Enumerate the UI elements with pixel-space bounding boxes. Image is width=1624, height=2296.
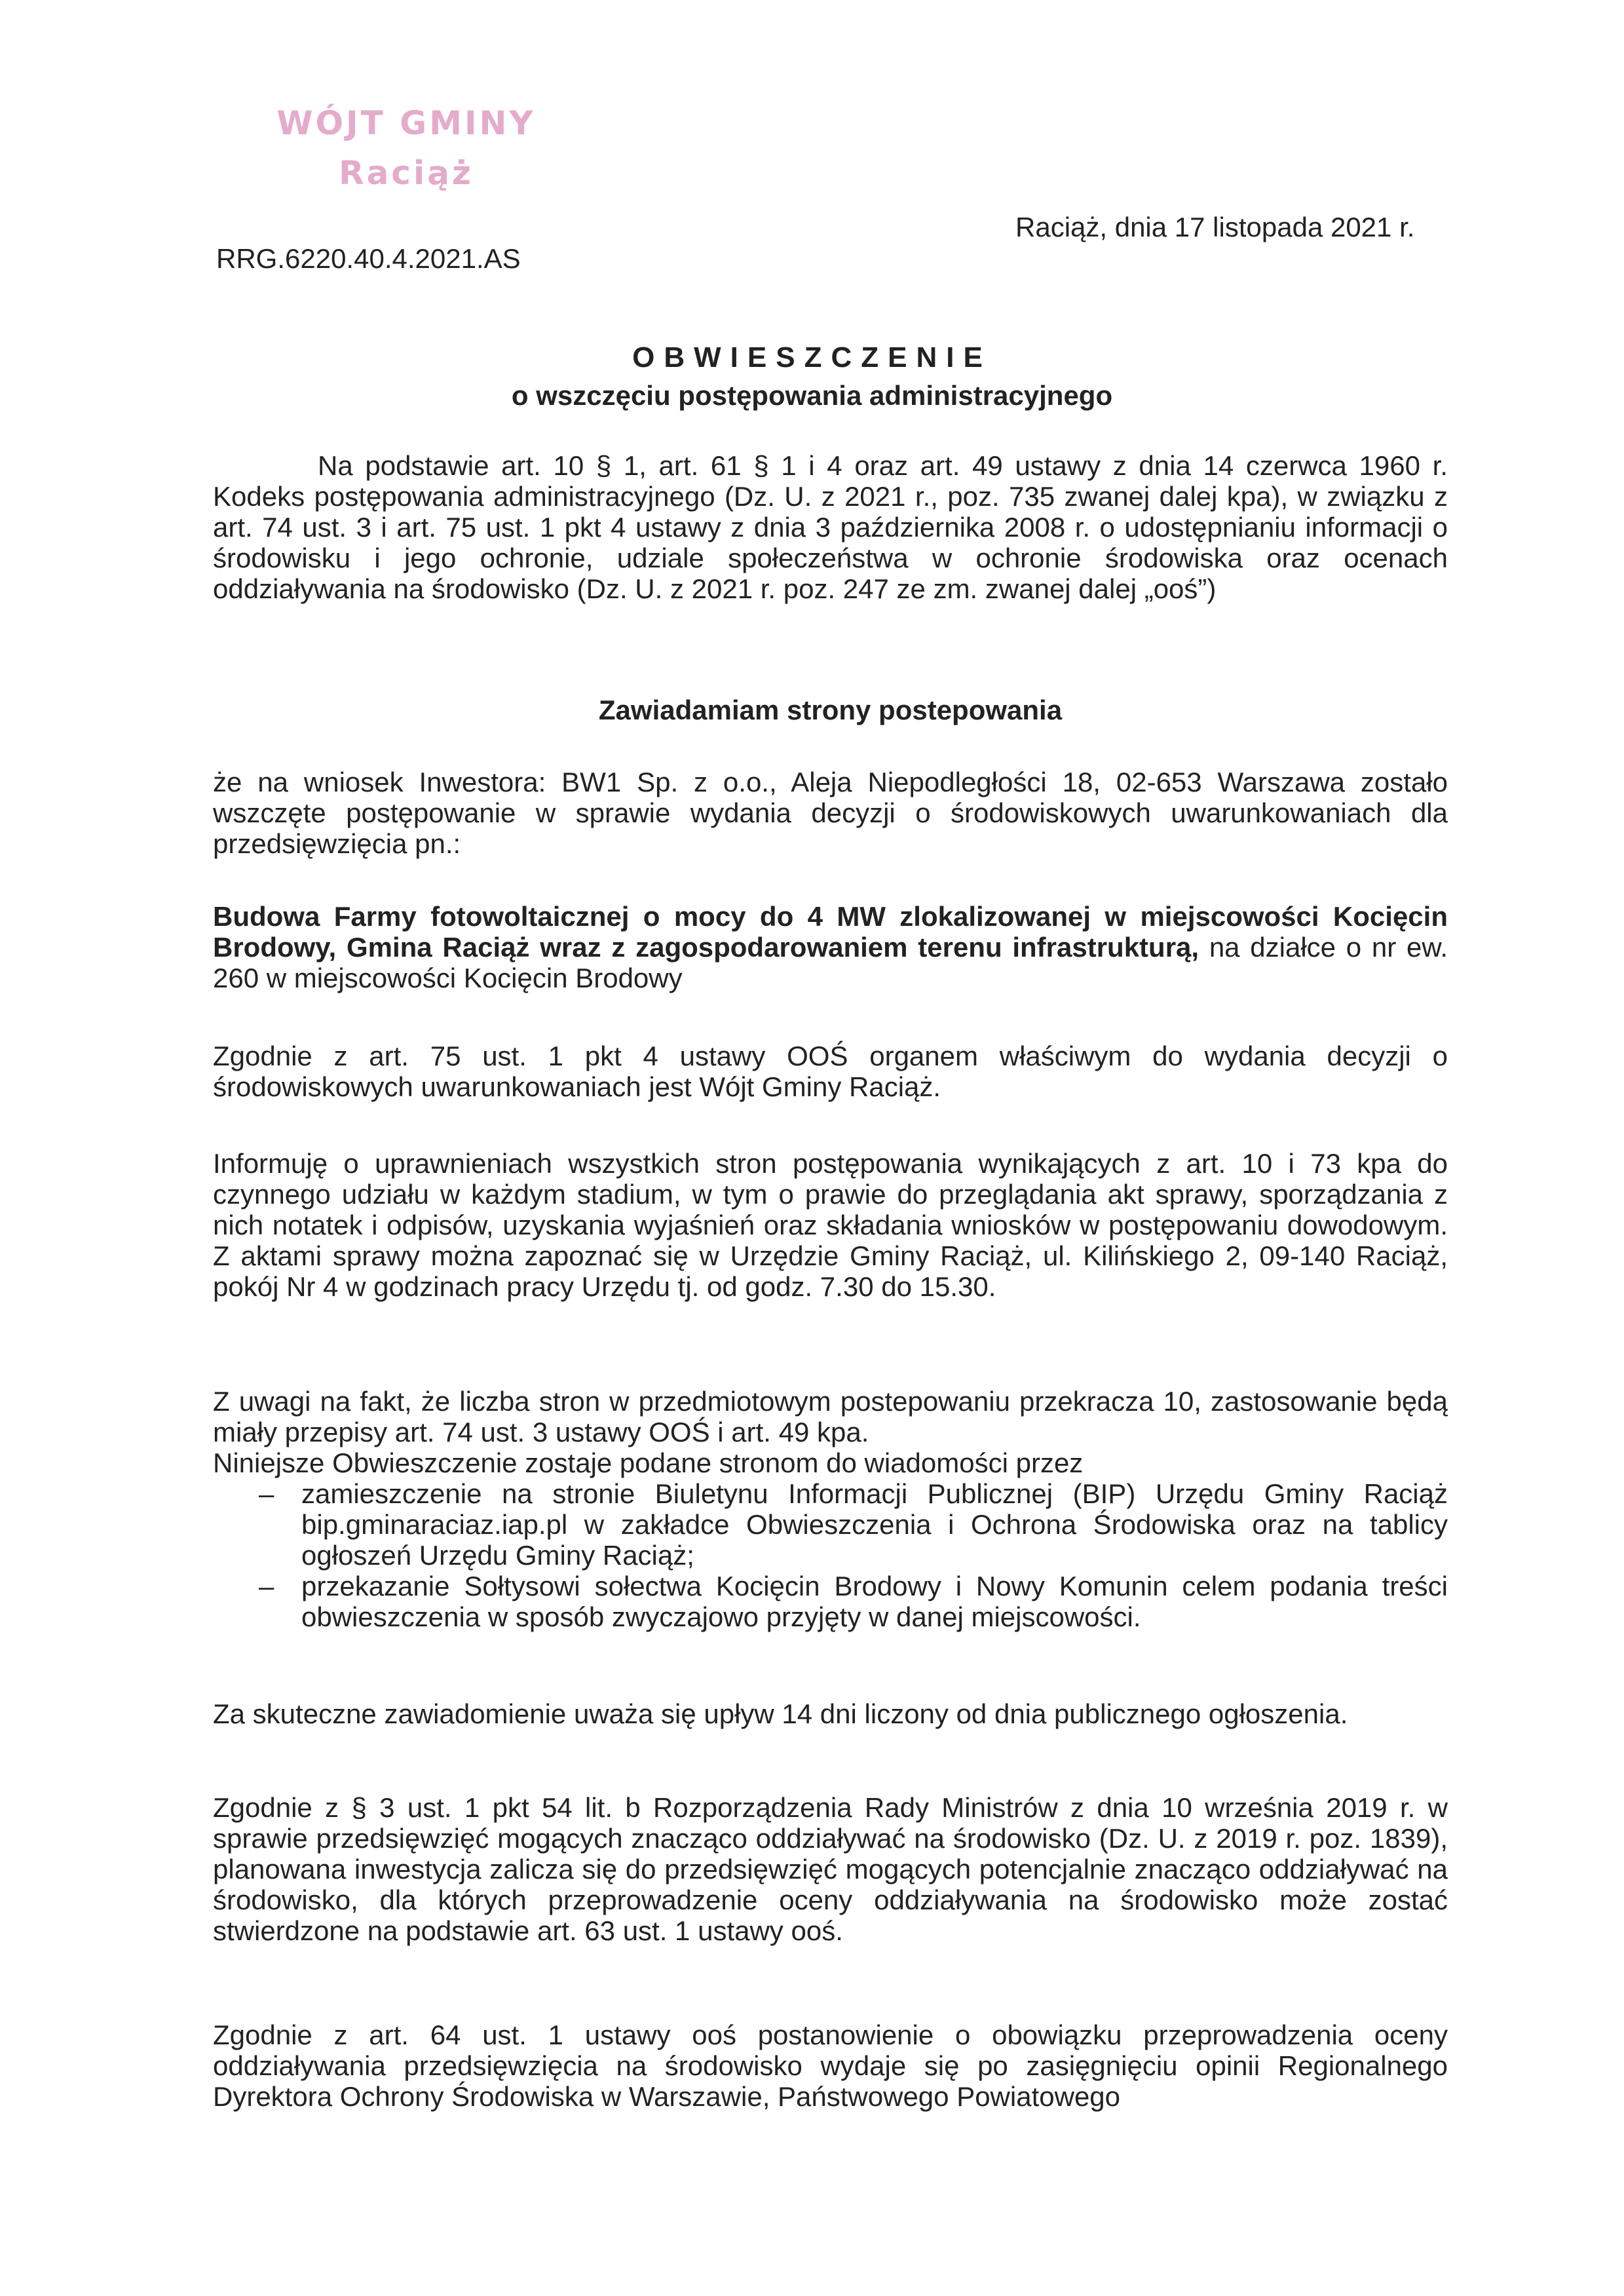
notice-title: OBWIESZCZENIE	[632, 341, 992, 373]
regulation-paragraph: Zgodnie z § 3 ust. 1 pkt 54 lit. b Rozporządzenia Rady Ministrów z dnia 10 września 2019 r. w sprawie przedsięwzięć mogących znacząco oddziaływać na środowisko (Dz. U. z 2019 r. poz. 1839), planowana inwestycja zalicza się do przedsięwzięć mogących potencjalnie znacząco oddziaływać na środowisko, dla których przeprowadzenie oceny oddziaływania na środowisko może zostać stwierdzone na podstawie art. 63 ust. 1 ustawy ooś.	[213, 1792, 1448, 1946]
place-date: Raciąż, dnia 17 listopada 2021 r.	[1015, 212, 1415, 242]
official-stamp	[262, 98, 550, 198]
publication-intro: Niniejsze Obwieszczenie zostaje podane stronom do wiadomości przez	[213, 1447, 1084, 1478]
dash-bullet: –	[259, 1571, 274, 1601]
list-item-text: zamieszczenie na stronie Biuletynu Informacji Publicznej (BIP) Urzędu Gminy Raciąż bip.gminaraciaz.iap.pl w zakładce Obwieszczenia i Ochrona Środowiska oraz na tablicy ogłoszeń Urzędu Gminy Raciąż;	[301, 1478, 1448, 1571]
project-plot: na działce o nr ew. 260 w miejscowości Kocięcin Brodowy	[213, 932, 1448, 993]
authority-paragraph: Zgodnie z art. 75 ust. 1 pkt 4 ustawy OOŚ organem właściwym do wydania decyzji o środowiskowych uwarunkowaniach jest Wójt Gminy Raciąż.	[213, 1041, 1448, 1102]
stamp-line-1: WÓJT GMINY	[276, 104, 536, 142]
notice-subtitle: o wszczęciu postępowania administracyjnego	[511, 380, 1113, 411]
notify-heading: Zawiadamiam strony postepowania	[598, 695, 1063, 725]
project-description	[213, 901, 1448, 993]
parties-count-text: Z uwagi na fakt, że liczba stron w przedmiotowym postepowaniu przekracza 10, zastosowanie będą miały przepisy art. 74 ust. 3 ustawy OOŚ i art. 49 kpa.	[213, 1386, 1448, 1447]
publication-list	[213, 1478, 1448, 1632]
list-item	[213, 1571, 1448, 1632]
list-item	[213, 1478, 1448, 1571]
dash-bullet: –	[259, 1478, 274, 1509]
reference-number: RRG.6220.40.4.2021.AS	[216, 243, 521, 274]
parties-count-paragraph	[213, 1386, 1448, 1632]
art64-paragraph: Zgodnie z art. 64 ust. 1 ustawy ooś postanowienie o obowiązku przeprowadzenia oceny oddziaływania przedsięwzięcia na środowisko wydaje się po zasięgnięciu opinii Regionalnego Dyrektora Ochrony Środowiska w Warszawie, Państwowego Powiatowego	[213, 2019, 1448, 2112]
request-paragraph: że na wniosek Inwestora: BW1 Sp. z o.o., Aleja Niepodległości 18, 02-653 Warszawa zostało wszczęte postępowanie w sprawie wydania decyzji o środowiskowych uwarunkowaniach dla przedsięwzięcia pn.:	[213, 767, 1448, 859]
legal-basis-paragraph: Na podstawie art. 10 § 1, art. 61 § 1 i 4 oraz art. 49 ustawy z dnia 14 czerwca 1960 r. Kodeks postępowania administracyjnego (Dz. U. z 2021 r., poz. 735 zwanej dalej kpa), w związku z art. 74 ust. 3 i art. 75 ust. 1 pkt 4 ustawy z dnia 3 października 2008 r. o udostępnianiu informacji o środowisku i jego ochronie, udziale społeczeństwa w ochronie środowiska oraz ocenach oddziaływania na środowisko (Dz. U. z 2021 r. poz. 247 ze zm. zwanej dalej „ooś”)	[213, 450, 1448, 604]
list-item-text: przekazanie Sołtysowi sołectwa Kocięcin Brodowy i Nowy Komunin celem podania treści obwieszczenia w sposób zwyczajowo przyjęty w danej miejscowości.	[301, 1571, 1448, 1632]
delivery-paragraph: Za skuteczne zawiadomienie uważa się upływ 14 dni liczony od dnia publicznego ogłoszenia.	[213, 1698, 1348, 1729]
stamp-line-2: Raciąż	[339, 154, 474, 192]
rights-paragraph: Informuję o uprawnieniach wszystkich stron postępowania wynikających z art. 10 i 73 kpa do czynnego udziału w każdym stadium, w tym o prawie do przeglądania akt sprawy, sporządzania z nich notatek i odpisów, uzyskania wyjaśnień oraz składania wniosków w postępowaniu dowodowym. Z aktami sprawy można zapoznać się w Urzędzie Gminy Raciąż, ul. Kilińskiego 2, 09-140 Raciąż, pokój Nr 4 w godzinach pracy Urzędu tj. od godz. 7.30 do 15.30.	[213, 1148, 1448, 1302]
project-name: Budowa Farmy fotowoltaicznej o mocy do 4 MW zlokalizowanej w miejscowości Kocięcin Brodowy, Gmina Raciąż wraz z zagospodarowaniem terenu infrastrukturą,	[213, 901, 1448, 963]
